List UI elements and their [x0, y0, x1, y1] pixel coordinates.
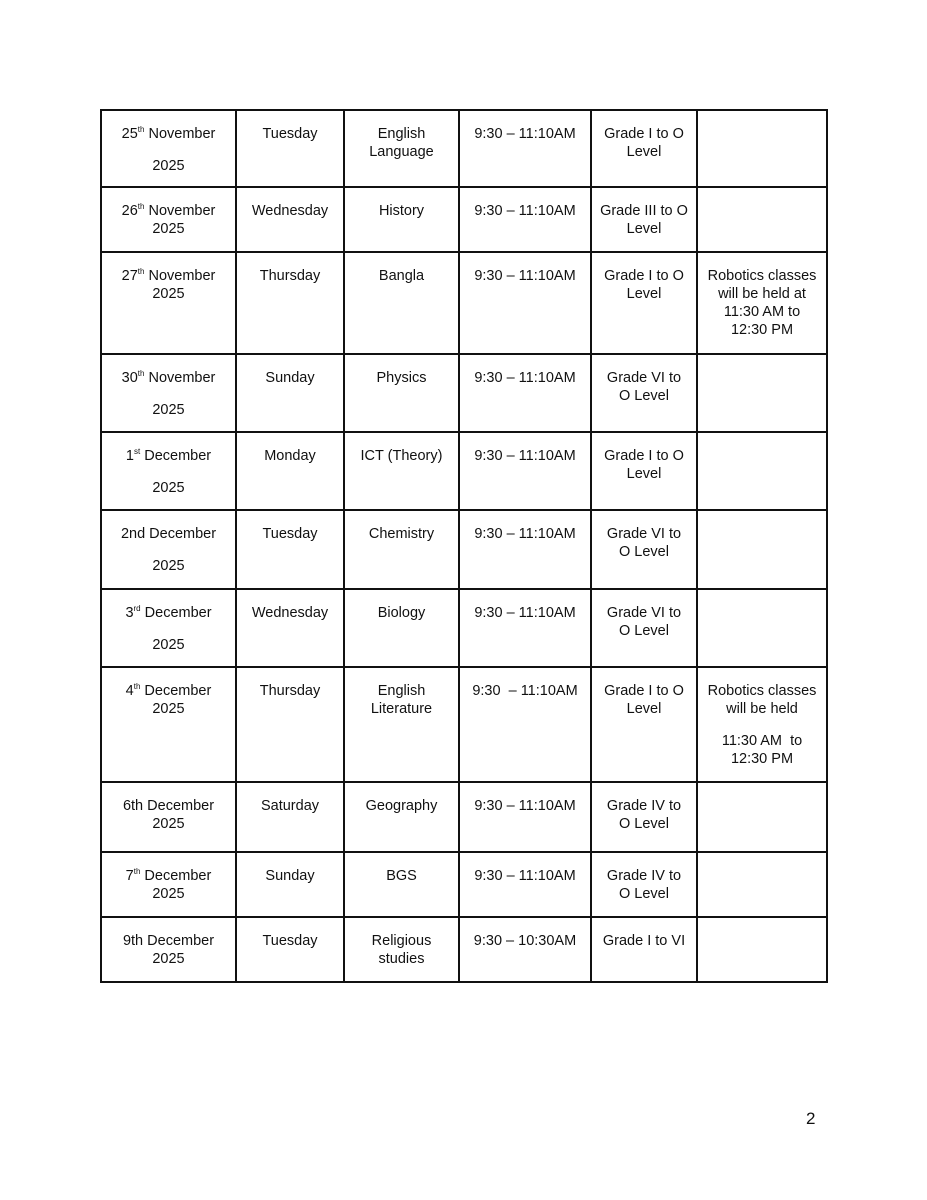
- date-cell: [101, 852, 236, 917]
- day-cell: [236, 252, 344, 354]
- date-cell: [101, 187, 236, 252]
- note-cell: [697, 187, 827, 252]
- grade-cell: [591, 667, 697, 782]
- date-suffix: rd: [133, 604, 141, 613]
- grade-cell: [591, 110, 697, 187]
- subject-text: History: [378, 203, 425, 219]
- table-row: [101, 917, 827, 982]
- note-cell: [697, 667, 827, 782]
- time-text: 9:30 – 11:10AM: [474, 605, 576, 621]
- date-suffix: th: [133, 867, 141, 876]
- date-year: 2025: [152, 158, 185, 174]
- note-cell: [697, 354, 827, 432]
- time-text: 9:30 – 11:10AM: [474, 448, 576, 464]
- note-text: 11:30 AM to 12:30 PM: [721, 733, 807, 767]
- table-row: [101, 187, 827, 252]
- subject-text: BGS: [386, 868, 417, 884]
- subject-cell: [344, 917, 459, 982]
- day-cell: [236, 852, 344, 917]
- day-cell: [236, 510, 344, 589]
- day-text: Thursday: [259, 683, 321, 699]
- day-cell: [236, 782, 344, 852]
- grade-text: Grade IV to O Level: [606, 798, 686, 832]
- day-text: Tuesday: [262, 526, 318, 542]
- date-suffix: th: [137, 202, 145, 211]
- day-cell: [236, 589, 344, 667]
- day-cell: [236, 110, 344, 187]
- grade-cell: [591, 852, 697, 917]
- subject-text: Chemistry: [368, 526, 435, 542]
- grade-text: Grade I to O Level: [604, 268, 688, 302]
- note-cell: [697, 432, 827, 510]
- day-text: Tuesday: [262, 126, 318, 142]
- subject-text: Religious studies: [371, 933, 436, 967]
- date-cell: [101, 667, 236, 782]
- date-day: 1: [125, 448, 134, 464]
- subject-cell: [344, 589, 459, 667]
- date-year: 2025: [152, 886, 185, 902]
- table-row: [101, 110, 827, 187]
- grade-text: Grade IV to O Level: [606, 868, 686, 902]
- table-row: [101, 852, 827, 917]
- date-suffix: th: [137, 369, 145, 378]
- date-month: November: [144, 203, 216, 219]
- note-cell: [697, 852, 827, 917]
- date-day: 26: [121, 203, 138, 219]
- table-row: [101, 782, 827, 852]
- note-cell: [697, 110, 827, 187]
- date-month: December: [140, 868, 212, 884]
- note-text: Robotics classes will be held: [707, 683, 821, 717]
- subject-cell: [344, 187, 459, 252]
- subject-text: Geography: [365, 798, 438, 814]
- day-text: Sunday: [265, 370, 315, 386]
- note-cell: [697, 782, 827, 852]
- date-day: 4: [125, 683, 134, 699]
- time-text: 9:30 – 11:10AM: [474, 203, 576, 219]
- date-day: 7: [125, 868, 134, 884]
- grade-text: Grade III to O Level: [600, 203, 692, 237]
- subject-text: Bangla: [378, 268, 425, 284]
- subject-text: Physics: [376, 370, 427, 386]
- time-text: 9:30 – 11:10AM: [474, 798, 576, 814]
- time-cell: [459, 917, 591, 982]
- time-text: 9:30 – 11:10AM: [474, 526, 576, 542]
- date-year: 2025: [152, 951, 185, 967]
- date-cell: [101, 782, 236, 852]
- subject-text: ICT (Theory): [360, 448, 443, 464]
- grade-text: Grade I to VI: [602, 933, 686, 949]
- grade-cell: [591, 354, 697, 432]
- date-year: 2025: [152, 402, 185, 418]
- date-cell: [101, 510, 236, 589]
- date-day: 9th: [122, 933, 144, 949]
- date-month: November: [144, 268, 216, 284]
- day-text: Sunday: [265, 868, 315, 884]
- date-month: December: [140, 683, 212, 699]
- date-cell: [101, 110, 236, 187]
- date-cell: [101, 354, 236, 432]
- time-cell: [459, 667, 591, 782]
- time-text: 9:30 – 11:10AM: [472, 683, 578, 699]
- grade-text: Grade VI to O Level: [606, 526, 686, 560]
- day-cell: [236, 354, 344, 432]
- date-year: 2025: [152, 286, 185, 302]
- time-text: 9:30 – 10:30AM: [473, 933, 577, 949]
- date-cell: [101, 589, 236, 667]
- subject-cell: [344, 782, 459, 852]
- day-text: Monday: [264, 448, 316, 464]
- day-text: Wednesday: [251, 203, 329, 219]
- time-cell: [459, 110, 591, 187]
- table-row: [101, 354, 827, 432]
- day-cell: [236, 187, 344, 252]
- time-cell: [459, 782, 591, 852]
- grade-text: Grade VI to O Level: [606, 370, 686, 404]
- subject-cell: [344, 432, 459, 510]
- time-text: 9:30 – 11:10AM: [474, 868, 576, 884]
- date-month: December: [143, 798, 215, 814]
- date-month: November: [144, 370, 216, 386]
- date-month: November: [144, 126, 216, 142]
- grade-text: Grade I to O Level: [604, 126, 688, 160]
- time-text: 9:30 – 11:10AM: [474, 268, 576, 284]
- date-year: 2025: [152, 558, 185, 574]
- date-suffix: th: [133, 682, 141, 691]
- time-cell: [459, 589, 591, 667]
- day-text: Tuesday: [262, 933, 318, 949]
- time-cell: [459, 510, 591, 589]
- table-row: [101, 667, 827, 782]
- date-year: 2025: [152, 701, 185, 717]
- day-text: Thursday: [259, 268, 321, 284]
- date-cell: [101, 252, 236, 354]
- note-cell: [697, 252, 827, 354]
- grade-text: Grade I to O Level: [604, 683, 688, 717]
- day-text: Wednesday: [251, 605, 329, 621]
- subject-text: English Literature: [370, 683, 433, 717]
- time-cell: [459, 852, 591, 917]
- date-month: December: [140, 448, 212, 464]
- subject-cell: [344, 510, 459, 589]
- grade-cell: [591, 510, 697, 589]
- date-year: 2025: [152, 221, 185, 237]
- note-cell: [697, 589, 827, 667]
- page-number: 2: [806, 1109, 816, 1128]
- date-year: 2025: [152, 637, 185, 653]
- time-cell: [459, 187, 591, 252]
- note-cell: [697, 917, 827, 982]
- table-row: [101, 589, 827, 667]
- date-cell: [101, 917, 236, 982]
- grade-cell: [591, 589, 697, 667]
- subject-text: Biology: [377, 605, 426, 621]
- subject-text: English Language: [369, 126, 434, 160]
- date-day: 25: [121, 126, 138, 142]
- date-day: 2nd: [120, 526, 146, 542]
- grade-cell: [591, 187, 697, 252]
- day-cell: [236, 917, 344, 982]
- date-year: 2025: [152, 480, 185, 496]
- time-text: 9:30 – 11:10AM: [474, 126, 576, 142]
- grade-text: Grade VI to O Level: [606, 605, 686, 639]
- table-row: [101, 252, 827, 354]
- day-text: Saturday: [260, 798, 320, 814]
- grade-cell: [591, 252, 697, 354]
- time-cell: [459, 354, 591, 432]
- day-cell: [236, 432, 344, 510]
- day-cell: [236, 667, 344, 782]
- time-cell: [459, 432, 591, 510]
- subject-cell: [344, 667, 459, 782]
- date-month: December: [140, 605, 212, 621]
- date-day: 3: [125, 605, 134, 621]
- subject-cell: [344, 852, 459, 917]
- time-cell: [459, 252, 591, 354]
- date-month: December: [145, 526, 217, 542]
- subject-cell: [344, 252, 459, 354]
- date-year: 2025: [152, 816, 185, 832]
- note-cell: [697, 510, 827, 589]
- grade-cell: [591, 782, 697, 852]
- date-suffix: th: [137, 125, 145, 134]
- date-month: December: [143, 933, 215, 949]
- grade-cell: [591, 432, 697, 510]
- subject-cell: [344, 110, 459, 187]
- date-suffix: th: [137, 267, 145, 276]
- grade-cell: [591, 917, 697, 982]
- date-day: 27: [121, 268, 138, 284]
- date-suffix: st: [133, 447, 141, 456]
- exam-schedule-table: [100, 109, 828, 983]
- grade-text: Grade I to O Level: [604, 448, 688, 482]
- table-row: [101, 510, 827, 589]
- subject-cell: [344, 354, 459, 432]
- time-text: 9:30 – 11:10AM: [474, 370, 576, 386]
- date-day: 6th: [122, 798, 144, 814]
- date-day: 30: [121, 370, 138, 386]
- table-row: [101, 432, 827, 510]
- date-cell: [101, 432, 236, 510]
- note-text: Robotics classes will be held at 11:30 AM to 12:30 PM: [707, 268, 821, 338]
